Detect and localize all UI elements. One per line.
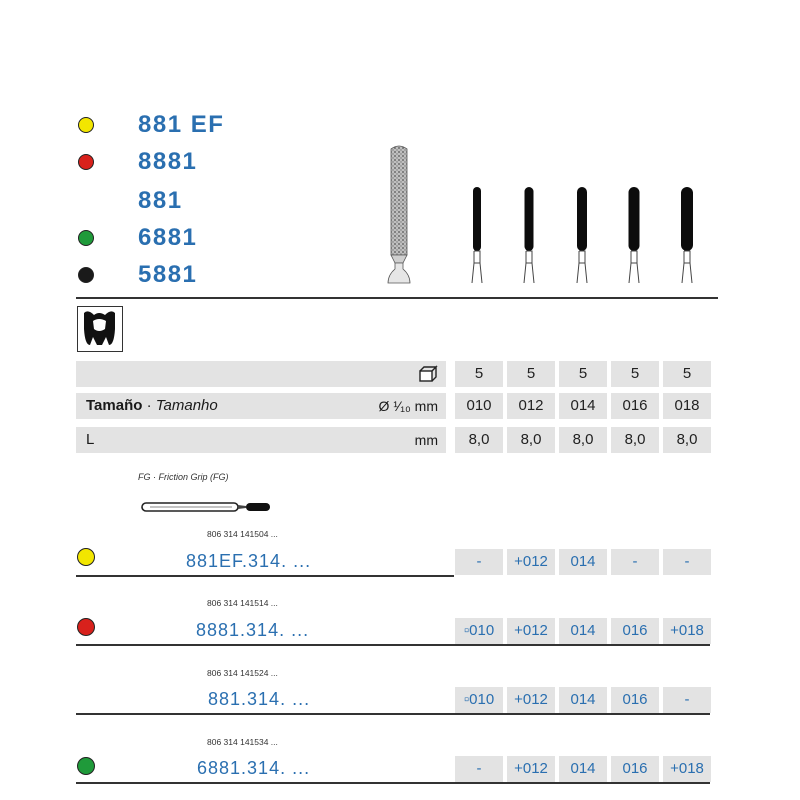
product-cell: 016 [611, 618, 659, 644]
variant-code: 881 EF [138, 111, 225, 138]
size-value: 014 [559, 393, 607, 419]
size-label-es: Tamaño [86, 397, 143, 414]
size-unit: Ø ¹⁄₁₀ mm [378, 398, 438, 414]
diamond-bur-icon [386, 143, 412, 285]
product-reference: 806 314 141514 ... [207, 598, 278, 608]
bur-size-014-icon [575, 187, 589, 283]
product-cell: 014 [559, 687, 607, 713]
size-label-sep: · [142, 397, 156, 414]
green-dot-icon [78, 230, 94, 246]
pack-icon [418, 365, 438, 383]
variant-row-5881 [76, 261, 276, 291]
product-cell: +012 [507, 549, 555, 575]
product-cell: +018 [663, 618, 711, 644]
product-cell: 014 [559, 549, 607, 575]
red-dot-icon [77, 618, 95, 636]
variant-row-881 [76, 187, 276, 217]
product-cell: - [611, 549, 659, 575]
product-cell: - [455, 549, 503, 575]
product-reference: 806 314 141504 ... [207, 529, 278, 539]
length-value: 8,0 [663, 427, 711, 453]
variant-code: 6881 [138, 224, 198, 251]
pack-value: 5 [663, 361, 711, 387]
product-cell: +012 [507, 756, 555, 782]
yellow-dot-icon [78, 117, 94, 133]
size-row [76, 393, 446, 419]
product-cell: - [663, 549, 711, 575]
product-divider [76, 782, 710, 784]
length-value: 8,0 [455, 427, 503, 453]
variant-code: 881 [138, 187, 183, 214]
length-value: 8,0 [611, 427, 659, 453]
friction-grip-bur-icon [140, 498, 272, 516]
product-cell: +012 [507, 687, 555, 713]
pack-row [76, 361, 446, 387]
product-divider [76, 713, 710, 715]
variant-code: 5881 [138, 261, 198, 288]
length-value: 8,0 [559, 427, 607, 453]
size-value: 010 [455, 393, 503, 419]
length-value: 8,0 [507, 427, 555, 453]
pack-value: 5 [611, 361, 659, 387]
product-cell: 016 [611, 756, 659, 782]
product-reference: 806 314 141524 ... [207, 668, 278, 678]
product-cell: - [663, 687, 711, 713]
size-value: 016 [611, 393, 659, 419]
pack-value: 5 [507, 361, 555, 387]
length-unit: mm [414, 432, 438, 448]
product-divider [76, 575, 454, 577]
product-code: 881.314. ... [208, 689, 311, 709]
bur-size-018-icon [680, 187, 694, 283]
variant-row-881ef [76, 111, 276, 141]
product-cell: +018 [663, 756, 711, 782]
product-cell: ▫010 [455, 618, 503, 644]
product-cell: +012 [507, 618, 555, 644]
tooth-icon [77, 306, 123, 352]
size-label-pt: Tamanho [155, 397, 218, 414]
fg-label: FG · Friction Grip (FG) [138, 472, 229, 482]
bur-size-010-icon [470, 187, 484, 283]
product-reference: 806 314 141534 ... [207, 737, 278, 747]
product-code: 881EF.314. ... [186, 551, 312, 571]
product-cell: 014 [559, 756, 607, 782]
header-divider [76, 297, 718, 299]
bur-size-012-icon [522, 187, 536, 283]
pack-value: 5 [455, 361, 503, 387]
variant-code: 8881 [138, 148, 198, 175]
product-cell: 014 [559, 618, 607, 644]
green-dot-icon [77, 757, 95, 775]
pack-value: 5 [559, 361, 607, 387]
length-row [76, 427, 446, 453]
product-code: 6881.314. ... [197, 758, 311, 778]
product-cell: 016 [611, 687, 659, 713]
product-divider [76, 644, 710, 646]
yellow-dot-icon [77, 548, 95, 566]
bur-size-016-icon [627, 187, 641, 283]
variant-row-6881 [76, 224, 276, 254]
size-value: 018 [663, 393, 711, 419]
size-label [86, 393, 218, 419]
length-label: L [86, 431, 95, 448]
size-value: 012 [507, 393, 555, 419]
product-code: 8881.314. ... [196, 620, 310, 640]
product-cell: - [455, 756, 503, 782]
product-cell: ▫010 [455, 687, 503, 713]
red-dot-icon [78, 154, 94, 170]
variant-row-8881 [76, 148, 276, 178]
black-dot-icon [78, 267, 94, 283]
